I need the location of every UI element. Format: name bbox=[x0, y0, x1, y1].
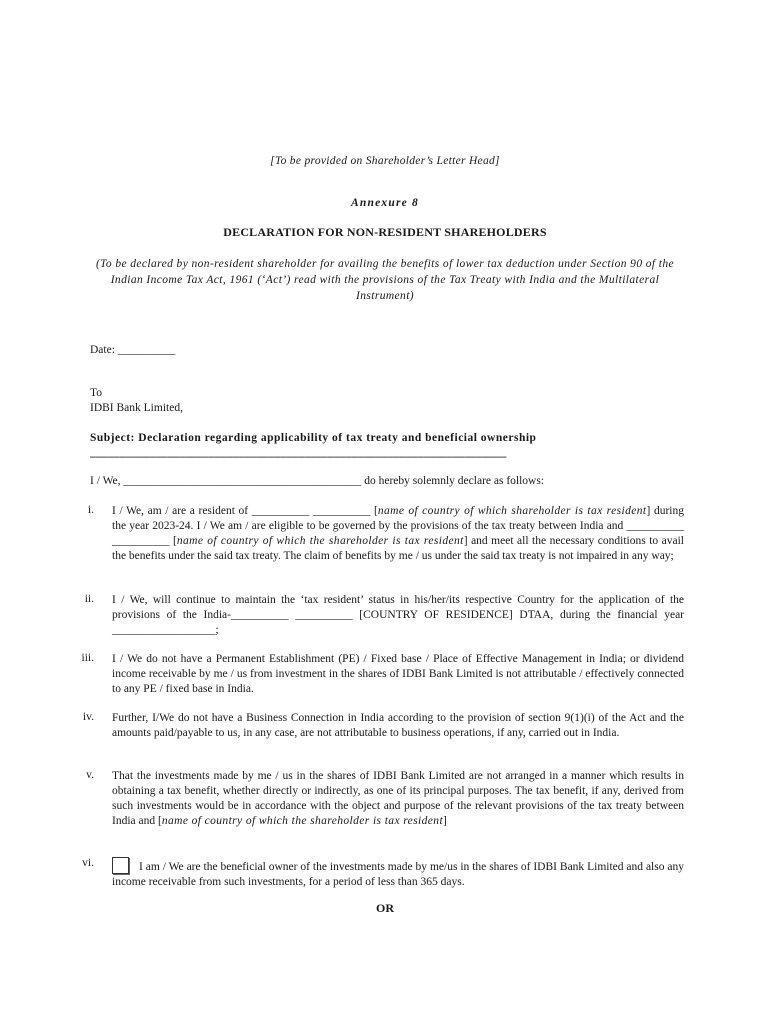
clause-number: i. bbox=[87, 504, 94, 516]
document-title: DECLARATION FOR NON-RESIDENT SHAREHOLDERS bbox=[223, 225, 547, 239]
beneficial-owner-checkbox[interactable] bbox=[112, 857, 129, 874]
declarant-prefix: I / We, bbox=[90, 475, 124, 487]
clause-text bbox=[112, 857, 684, 890]
clause-text-part: ] during the year 2023-24. I / We am / are eligible to be governed by the provisions of the tax treaty between India and __________ __________ [ bbox=[112, 505, 684, 547]
addressee: IDBI Bank Limited, bbox=[90, 402, 183, 414]
clause-number: vi. bbox=[82, 857, 94, 869]
clause-number: iii. bbox=[81, 652, 94, 664]
to-line: To bbox=[90, 387, 102, 399]
letterhead-note: [To be provided on Shareholder’s Letter Head] bbox=[270, 155, 500, 167]
clause-text-part: I / We, am / are a resident of __________ __________ [ bbox=[112, 505, 378, 517]
clause-text: I / We do not have a Permanent Establishment (PE) / Fixed base / Place of Effective Management in India; or dividend income receivable by me / us from investment in the shares of IDBI Bank Limited is not attributable / effectively connected to any PE / fixed base in India. bbox=[112, 653, 684, 695]
declarant-suffix: do hereby solemnly declare as follows: bbox=[361, 475, 545, 487]
subject-underline: ______________________________________________________________________ bbox=[90, 447, 507, 459]
clause-text: I / We, will continue to maintain the ‘tax resident’ status in his/her/its respective Country for the application of the provisions of the India-__________ __________ [COUNTRY OF RESIDENCE] DTAA, during the financial year __________________; bbox=[112, 594, 684, 636]
clause-text-part: ] and meet all the necessary conditions to avail the benefits under the said tax treaty. The claim of benefits by me / us under the said tax treaty is not impaired in any way; bbox=[112, 535, 685, 562]
annexure-label: Annexure 8 bbox=[351, 197, 419, 209]
declarant-name-blank: ________________________________________ bbox=[123, 475, 362, 487]
clause-text-placeholder: name of country of which shareholder is tax resident bbox=[377, 505, 647, 517]
clause-text bbox=[112, 769, 684, 829]
clause-text bbox=[112, 504, 684, 564]
clause-text-part: ] bbox=[443, 815, 447, 827]
date-line: Date: __________ bbox=[90, 344, 176, 356]
intro-note: (To be declared by non-resident shareholder for availing the benefits of lower tax deduction under Section 90 of the Indian Income Tax Act, 1961 (‘Act’) read with the provisions of the Tax Treaty with India and the Multilateral Instrument) bbox=[95, 258, 675, 302]
clause-text-part: I am / We are the beneficial owner of the investments made by me/us in the shares of IDBI Bank Limited and also any income receivable from such investments, for a period of less than 365 days. bbox=[112, 861, 684, 888]
clause-text: Further, I/We do not have a Business Connection in India according to the provision of section 9(1)(i) of the Act and the amounts paid/payable to us, in any case, are not attributable to business operations, if any, carried out in India. bbox=[112, 712, 684, 739]
clause-number: ii. bbox=[84, 593, 94, 605]
or-separator: OR bbox=[376, 901, 394, 915]
clause-number: iv. bbox=[82, 711, 94, 723]
declarant-line bbox=[90, 475, 682, 487]
clause-text-placeholder: name of country of which the shareholder is tax resident bbox=[161, 815, 444, 827]
subject-line: Subject: Declaration regarding applicability of tax treaty and beneficial ownership bbox=[90, 432, 537, 444]
clause-number: v. bbox=[86, 769, 94, 781]
clause-text-part: That the investments made by me / us in the shares of IDBI Bank Limited are not arranged in a manner which results in obtaining a tax benefit, whether directly or indirectly, as one of its principal purposes. The tax benefit, if any, derived from such investments would be in accordance with the object and purpose of the relevant provisions of the tax treaty between India and [ bbox=[112, 770, 684, 827]
clause-text-placeholder: name of country of which the shareholder is tax resident bbox=[176, 535, 464, 547]
